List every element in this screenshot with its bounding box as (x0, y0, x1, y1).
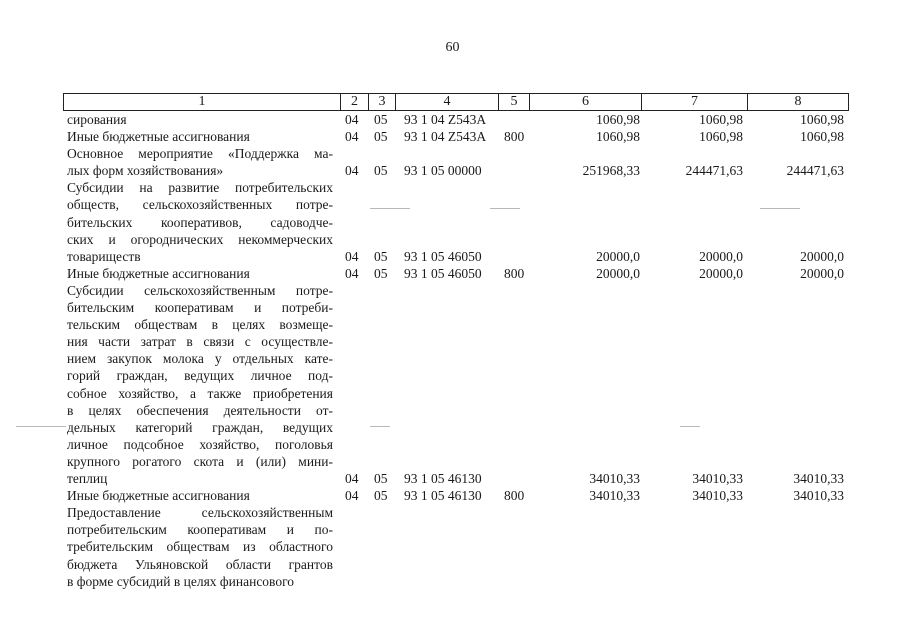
description-line: Предоставление сельскохозяйственным (67, 505, 333, 521)
cell-c2: 04 (345, 112, 359, 127)
cell-c5: 800 (504, 129, 525, 145)
cell-c8: 20000,0 (800, 265, 844, 281)
description-line: потребительским кооперативам и по- (67, 522, 333, 538)
table-header-row (63, 93, 849, 111)
cell-c6: 20000,0 (596, 265, 640, 281)
description-line: лых форм хозяйствования» (67, 163, 224, 179)
table-row (0, 504, 905, 590)
header-col-1: 1 (64, 94, 341, 110)
cell-c8: 34010,33 (793, 488, 844, 504)
header-col-3: 3 (369, 94, 396, 110)
cell-c3: 05 (374, 471, 388, 487)
row-values (0, 248, 905, 265)
table-row (0, 265, 905, 282)
cell-c3: 05 (374, 265, 388, 281)
cell-c8: 20000,0 (800, 248, 844, 264)
row-values (0, 265, 905, 282)
description-line: дельных категорий граждан, ведущих (67, 419, 333, 435)
table-row (0, 282, 905, 487)
description-line: собное хозяйство, а также приобретения (67, 385, 333, 401)
header-col-8: 8 (794, 94, 802, 109)
cell-c7: 1060,98 (699, 112, 743, 127)
description-line: требительским обществам из областного (67, 539, 333, 555)
cell-c8: 1060,98 (800, 129, 844, 145)
cell-c7: 20000,0 (699, 265, 743, 281)
description-line: горий граждан, ведущих личное под- (67, 368, 333, 384)
description-line: нием закупок молока у отдельных кате- (67, 351, 333, 367)
cell-c2: 04 (345, 129, 359, 145)
header-col-6: 6 (530, 94, 642, 110)
description-line: теплиц (67, 471, 108, 486)
cell-c7: 244471,63 (685, 163, 743, 179)
table-row (0, 179, 905, 265)
description-line: обществ, сельскохозяйственных потре- (67, 197, 333, 213)
table-row (0, 487, 905, 504)
description-line: бительских кооперативов, садоводче- (67, 214, 333, 230)
page-number: 60 (445, 40, 460, 55)
description-line: сирования (67, 112, 127, 127)
cell-c2: 04 (345, 248, 359, 264)
cell-c3: 05 (374, 129, 388, 145)
header-col-7: 7 (642, 94, 748, 110)
cell-c4: 93 1 05 46050 (404, 248, 482, 264)
cell-c7: 20000,0 (699, 248, 743, 264)
scan-speck (680, 426, 700, 427)
cell-c7: 34010,33 (692, 488, 743, 504)
scan-speck (370, 208, 410, 209)
cell-c6: 1060,98 (596, 112, 640, 127)
header-col-5: 5 (499, 94, 530, 110)
row-values (0, 162, 905, 179)
cell-c6: 1060,98 (596, 129, 640, 145)
description-line: Субсидии на развитие потребительских (67, 180, 333, 196)
description-line: Субсидии сельскохозяйственным потре- (67, 282, 333, 298)
cell-c2: 04 (345, 471, 359, 487)
cell-c4: 93 1 04 Z543A (404, 112, 487, 127)
cell-c7: 1060,98 (699, 129, 743, 145)
cell-c2: 04 (345, 163, 359, 179)
header-col-4: 4 (396, 94, 499, 110)
row-description (67, 282, 333, 487)
scan-speck (490, 208, 520, 209)
table-body (0, 111, 905, 590)
cell-c3: 05 (374, 112, 388, 127)
row-values (0, 128, 905, 145)
description-line: Иные бюджетные ассигнования (67, 265, 250, 281)
cell-c4: 93 1 05 46130 (404, 488, 482, 504)
cell-c4: 93 1 05 00000 (404, 163, 482, 179)
cell-c4: 93 1 04 Z543A (404, 129, 487, 145)
cell-c7: 34010,33 (692, 471, 743, 487)
description-line: Иные бюджетные ассигнования (67, 488, 250, 504)
description-line: ских и огороднических некоммерческих (67, 231, 333, 247)
description-line: в форме субсидий в целях финансового (67, 573, 295, 589)
row-values (0, 111, 905, 128)
cell-c8: 1060,98 (800, 112, 844, 127)
cell-c3: 05 (374, 163, 388, 179)
cell-c3: 05 (374, 488, 388, 504)
description-line: тельским обществам в целях возмеще- (67, 317, 333, 333)
cell-c6: 34010,33 (589, 488, 640, 504)
description-line: ния части затрат в связи с осуществле- (67, 334, 333, 350)
description-line: Иные бюджетные ассигнования (67, 129, 250, 145)
row-values (0, 487, 905, 504)
cell-c4: 93 1 05 46050 (404, 265, 482, 281)
description-line: в целях обеспечения деятельности от- (67, 402, 333, 418)
table-row (0, 111, 905, 128)
description-line: крупного рогатого скота и (или) мини- (67, 453, 333, 469)
cell-c2: 04 (345, 265, 359, 281)
cell-c4: 93 1 05 46130 (404, 471, 482, 487)
description-line: бюджета Ульяновской области грантов (67, 556, 333, 572)
scan-speck (370, 426, 390, 427)
description-line: Основное мероприятие «Поддержка ма- (67, 146, 333, 162)
table-row (0, 145, 905, 179)
header-col-2: 2 (341, 94, 369, 110)
cell-c8: 244471,63 (786, 163, 844, 179)
scan-speck (16, 426, 66, 427)
cell-c8: 34010,33 (793, 471, 844, 487)
table-row (0, 128, 905, 145)
description-line: товариществ (67, 248, 141, 264)
description-line: бительским кооперативам и потреби- (67, 300, 333, 316)
row-values (0, 573, 905, 590)
cell-c6: 251968,33 (582, 163, 640, 179)
scan-speck (760, 208, 800, 209)
cell-c5: 800 (504, 488, 525, 504)
row-values (0, 470, 905, 487)
cell-c6: 20000,0 (596, 248, 640, 264)
cell-c3: 05 (374, 248, 388, 264)
description-line: личное подсобное хозяйство, поголовья (67, 436, 333, 452)
cell-c5: 800 (504, 265, 525, 281)
cell-c2: 04 (345, 488, 359, 504)
cell-c6: 34010,33 (589, 471, 640, 487)
